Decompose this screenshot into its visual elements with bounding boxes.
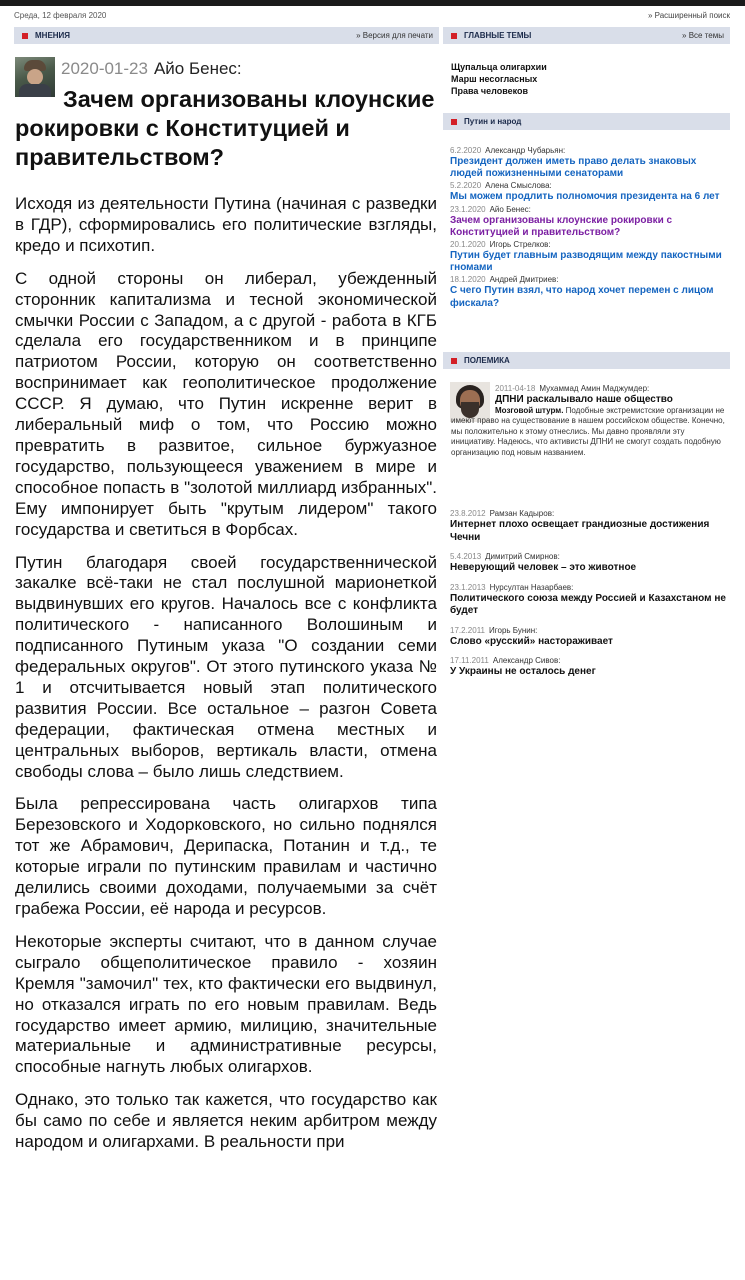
item-date: 23.8.2012 (450, 509, 486, 518)
polemic-news-list (450, 509, 730, 687)
putin-section-title: Путин и народ (464, 117, 522, 126)
article-paragraph: Исходя из деятельности Путина (начиная с разведки в ГДР), сформировались его политические взгляды, кредо и психотип. (15, 194, 437, 255)
putin-news-list (450, 146, 730, 311)
hot-topic-link[interactable]: Щупальца олигархии (451, 62, 547, 72)
item-date: 17.11.2011 (450, 656, 489, 665)
article-date: 2020-01-23 (61, 59, 148, 78)
article-paragraph: С одной стороны он либерал, убежденный сторонник капитализма и тесной экономической смычки России с Западом, а с другой - работа в КГБ сделала его государственником и в принципе патриотом России, которую он соответственно воспринимает как геополитическое продолжение СССР. Я думаю, что Путин искренне верит в либеральный миф о том, что Россию можно превратить в развитое, сильное буржуазное государство, пользующееся уважением в мире и способное попасть в "золотой миллиард избранных". Ему импонирует быть "крутым лидером" такого государства и светиться в Форбсах. (15, 268, 437, 539)
item-date: 5.2.2020 (450, 181, 482, 191)
item-date: 23.1.2013 (450, 582, 486, 592)
item-date: 20.1.2020 (450, 240, 486, 250)
article-paragraph: Однако, это только так кажется, что государство как бы само по себе и является неким арбитром между народом и олигархами. В реальности при (15, 1090, 437, 1152)
item-author: Рамзан Кадыров: (489, 509, 555, 518)
opinions-section-bar (14, 27, 439, 44)
putin-section-bar (443, 113, 730, 130)
hot-topics-list (451, 61, 547, 97)
item-author: Димитрий Смирнов: (485, 552, 560, 561)
polemic-section-title: ПОЛЕМИКА (464, 356, 510, 365)
red-square-icon (22, 33, 28, 39)
opinions-section-title: МНЕНИЯ (35, 31, 71, 40)
item-author: Александр Сивов: (492, 656, 561, 665)
item-title-link[interactable]: Президент должен иметь право делать знаковых людей пожизненными сенаторами (450, 156, 697, 180)
list-item (450, 146, 730, 180)
article-title: Зачем организованы клоунские рокировки с Конституцией и правительством? (15, 86, 435, 170)
item-title-link[interactable]: Мы можем продлить полномочия президента на 6 лет (450, 191, 720, 203)
hot-topic-link[interactable]: Марш несогласных (451, 74, 538, 84)
item-author: Айо Бенес: (489, 204, 531, 214)
article-paragraph: Была репрессирована часть олигархов типа Березовского и Ходорковского, но сильно поднялся тот же Абрамович, Дерипаска, Потанин и т.д., те которые играли по путинским правилам и частично делились своими доходами, получаемыми за счёт грабежа России, её народа и ресурсов. (15, 794, 437, 918)
item-author: Игорь Бунин: (489, 625, 538, 635)
item-title-link[interactable]: У Украины не осталось денег (450, 666, 596, 677)
polemic-section-bar (443, 352, 730, 369)
item-date: 23.1.2020 (450, 204, 486, 214)
red-square-icon (451, 358, 457, 364)
list-item (450, 583, 730, 618)
list-item (450, 240, 730, 274)
article-meta (61, 59, 242, 79)
feature-lead: Мозговой штурм. (495, 406, 564, 415)
list-item (450, 626, 730, 649)
red-square-icon (451, 119, 457, 125)
item-title-link[interactable]: С чего Путин взял, что народ хочет перемен с лицом фискала? (450, 285, 714, 309)
print-version-link[interactable]: » Версия для печати (356, 31, 433, 40)
item-title-link[interactable]: Зачем организованы клоунские рокировки с Конституцией и правительством? (450, 214, 673, 238)
top-dark-strip (0, 0, 745, 6)
item-author: Андрей Дмитриев: (489, 275, 559, 285)
item-title-link[interactable]: Слово «русский» настораживает (450, 635, 613, 647)
item-title-link[interactable]: ДПНИ раскалывало наше общество (495, 394, 673, 405)
item-author: Алена Смыслова: (485, 181, 552, 191)
main-topics-section-title: ГЛАВНЫЕ ТЕМЫ (464, 31, 532, 40)
main-topics-section-bar (443, 27, 730, 44)
item-author: Нурсултан Назарбаев: (489, 582, 574, 592)
polemic-feature (451, 384, 728, 458)
red-square-icon (451, 33, 457, 39)
item-date: 17.2.2011 (450, 625, 485, 635)
article-paragraph: Некоторые эксперты считают, что в данном случае сыграло общеполитическое правило - хозяин Кремля "замочил" тех, кто фактически его выдвинул, но отказался играть по его новым правилам. Ведь государство имеет армию, милицию, значительные материальные и административные ресурсы, способные нагнуть любых олигархов. (15, 931, 437, 1077)
list-item (450, 509, 730, 544)
feature-text: Подобные экстремистские организации не имеют право на существование в нашем российском обществе. Конечно, мы положительно к этому отнеслись. Мы давно проявляли эту инициативу. Надеюсь, что активисты ДПНИ не смогут создать подобную организацию под новым названием. (451, 406, 725, 457)
item-date: 2011-04-18 (495, 384, 536, 393)
item-author: Мухаммад Амин Маджумдер: (539, 384, 650, 393)
article-body (15, 194, 437, 1165)
current-date: Среда, 12 февраля 2020 (14, 11, 107, 20)
item-date: 5.4.2013 (450, 552, 482, 561)
list-item (450, 552, 730, 575)
advanced-search-link[interactable]: » Расширенный поиск (647, 11, 730, 20)
list-item (450, 205, 730, 239)
item-date: 6.2.2020 (450, 146, 482, 155)
item-date: 18.1.2020 (450, 275, 486, 285)
hot-topic-link[interactable]: Права человеков (451, 86, 529, 96)
item-title-link[interactable]: Политического союза между Россией и Казахстаном не будет (450, 592, 726, 616)
article-author[interactable]: Айо Бенес: (153, 59, 242, 78)
list-item (450, 181, 730, 203)
feature-description (451, 406, 728, 458)
item-title-link[interactable]: Неверующий человек – это животное (450, 562, 637, 573)
item-author: Александр Чубарьян: (485, 146, 566, 155)
all-topics-link[interactable]: » Все темы (682, 31, 724, 40)
item-title-link[interactable]: Путин будет главным разводящим между пакостными гномами (450, 250, 722, 274)
item-title-link[interactable]: Интернет плохо освещает грандиозные достижения Чечни (450, 519, 710, 543)
list-item (450, 275, 730, 309)
article-paragraph: Путин благодаря своей государственнической закалке всё-таки не стал послушной марионеткой выдвинувших его кругов. Началось все с конфликта политического - написанного Волошиным и подписанного Путиным указа "О создании семи федеральных округов". От этого путинского указа № 1 и отсчитывается новый этап политического развития России. Все остальное – разгон Совета федерации, фактическая отмена местных и центральных выборов, вертикаль власти, отмена свободы слова – было лишь следствием. (15, 552, 437, 781)
item-author: Игорь Стрелков: (489, 240, 551, 250)
list-item (450, 656, 730, 679)
